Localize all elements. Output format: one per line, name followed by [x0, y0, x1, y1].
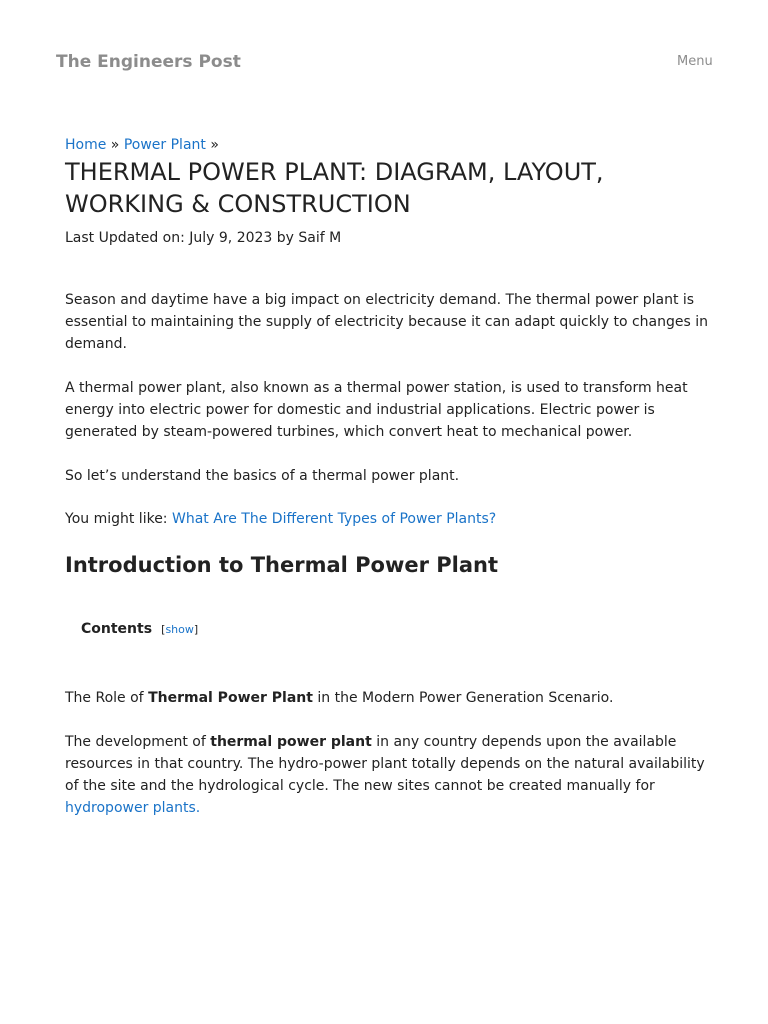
table-of-contents	[81, 618, 198, 637]
breadcrumb-separator: »	[110, 137, 120, 153]
basics-paragraph: So let’s understand the basics of a thermal power plant.	[65, 468, 460, 484]
dev-bold-text: thermal power plant	[210, 734, 372, 750]
role-paragraph	[65, 687, 710, 709]
toc-bracket-close: ]	[193, 623, 199, 636]
toc-show-link[interactable]: show	[165, 623, 194, 636]
might-like-prefix: You might like:	[65, 511, 172, 527]
breadcrumb-home-link[interactable]: Home	[65, 137, 107, 153]
toc-title: Contents	[81, 621, 153, 637]
might-like-link[interactable]: What Are The Different Types of Power Plants?	[171, 511, 497, 527]
menu-button[interactable]: Menu	[677, 54, 713, 69]
site-title-link[interactable]: The Engineers Post	[56, 52, 241, 72]
dev-middle: in any country depends upon the available resources in that country. The hydro-power plant totally depends on the natural availability of the site and the hydrological cycle. The new sites cannot be created manually for	[65, 734, 705, 794]
development-paragraph	[65, 731, 710, 819]
post-meta: Last Updated on: July 9, 2023 by Saif M	[65, 230, 342, 246]
role-bold-text: Thermal Power Plant	[148, 690, 313, 706]
breadcrumb-category-link[interactable]: Power Plant	[123, 137, 206, 153]
definition-paragraph: A thermal power plant, also known as a thermal power station, is used to transform heat energy into electric power for domestic and industrial applications. Electric power is generated by steam-powered turbines, which convert heat to mechanical power.	[65, 380, 688, 440]
page-title: THERMAL POWER PLANT: DIAGRAM, LAYOUT, WORKING & CONSTRUCTION	[65, 158, 604, 218]
might-like-paragraph	[65, 508, 710, 530]
breadcrumb	[65, 137, 219, 153]
toc-bracket-open: [	[161, 623, 166, 636]
hydropower-plants-link[interactable]: hydropower plants.	[65, 800, 201, 816]
role-prefix: The Role of	[65, 690, 149, 706]
toc-toggle	[161, 623, 198, 636]
role-suffix: in the Modern Power Generation Scenario.	[312, 690, 614, 706]
intro-paragraph: Season and daytime have a big impact on electricity demand. The thermal power plant is essential to maintaining the supply of electricity because it can adapt quickly to changes in demand.	[65, 292, 709, 352]
breadcrumb-separator: »	[210, 137, 219, 153]
section-heading: Introduction to Thermal Power Plant	[65, 553, 499, 577]
site-header	[0, 0, 768, 100]
dev-prefix: The development of	[65, 734, 211, 750]
